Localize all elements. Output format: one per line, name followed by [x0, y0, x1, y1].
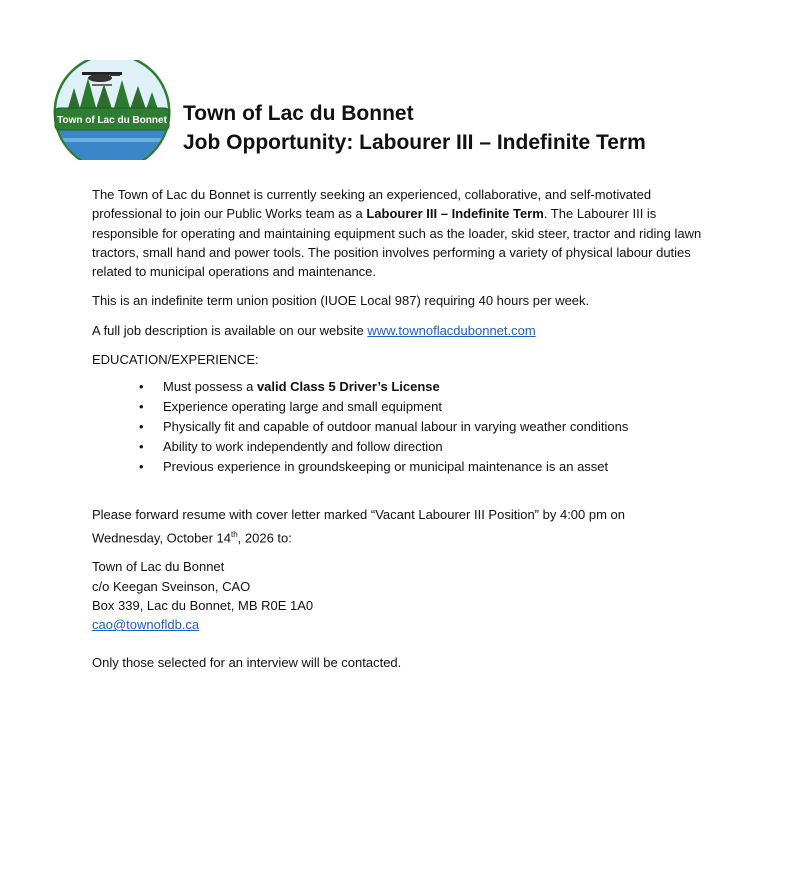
email-link[interactable]: cao@townofldb.ca — [92, 617, 200, 633]
list-item: • Experience operating large and small equipment — [163, 397, 707, 417]
address-line: Box 339, Lac du Bonnet, MB R0E 1A0 — [92, 597, 314, 613]
list-item: • Must possess a valid Class 5 Driver’s License — [163, 377, 707, 397]
job-description-line: A full job description is available on our website www.townoflacdubonnet.com — [92, 322, 536, 338]
position-note: This is an indefinite term union position (IUOE Local 987) requiring 40 hours per week. — [92, 293, 590, 309]
list-item: • Previous experience in groundskeeping or municipal maintenance is an asset — [163, 457, 707, 477]
education-heading: EDUCATION/EXPERIENCE: — [92, 352, 259, 368]
address-line: Town of Lac du Bonnet — [92, 559, 225, 575]
address-line: c/o Keegan Sveinson, CAO — [92, 578, 251, 594]
intro-paragraph: The Town of Lac du Bonnet is currently seeking an experienced, collaborative, and self-motivated professional to join our Public Works team as a Labourer III – Indefinite Term. The Labourer III is responsible for operating and maintaining equipment such as the loader, skid steer, tractor and riding lawn tractors, small hand and power tools. The position involves performing a variety of physical labour duties related to municipal operations and maintenance. — [92, 187, 702, 280]
website-link[interactable]: www.townoflacdubonnet.com — [367, 322, 536, 338]
requirements-list — [92, 377, 707, 477]
mailing-address — [92, 557, 707, 634]
list-item: • Ability to work independently and follow direction — [163, 437, 707, 457]
logo-text: Town of Lac du Bonnet — [57, 115, 167, 126]
header — [183, 99, 646, 157]
page-title: Town of Lac du Bonnet — [183, 102, 414, 125]
town-logo — [52, 60, 172, 160]
apply-instructions: Please forward resume with cover letter marked “Vacant Labourer III Position” by 4:00 pm on Wednesday, October 14th, 2026 to: — [92, 507, 626, 545]
closing-note: Only those selected for an interview will be contacted. — [92, 655, 402, 671]
list-item: • Physically fit and capable of outdoor manual labour in varying weather conditions — [163, 417, 707, 437]
document-body — [92, 185, 707, 683]
page-subtitle: Job Opportunity: Labourer III – Indefinite Term — [183, 131, 646, 154]
